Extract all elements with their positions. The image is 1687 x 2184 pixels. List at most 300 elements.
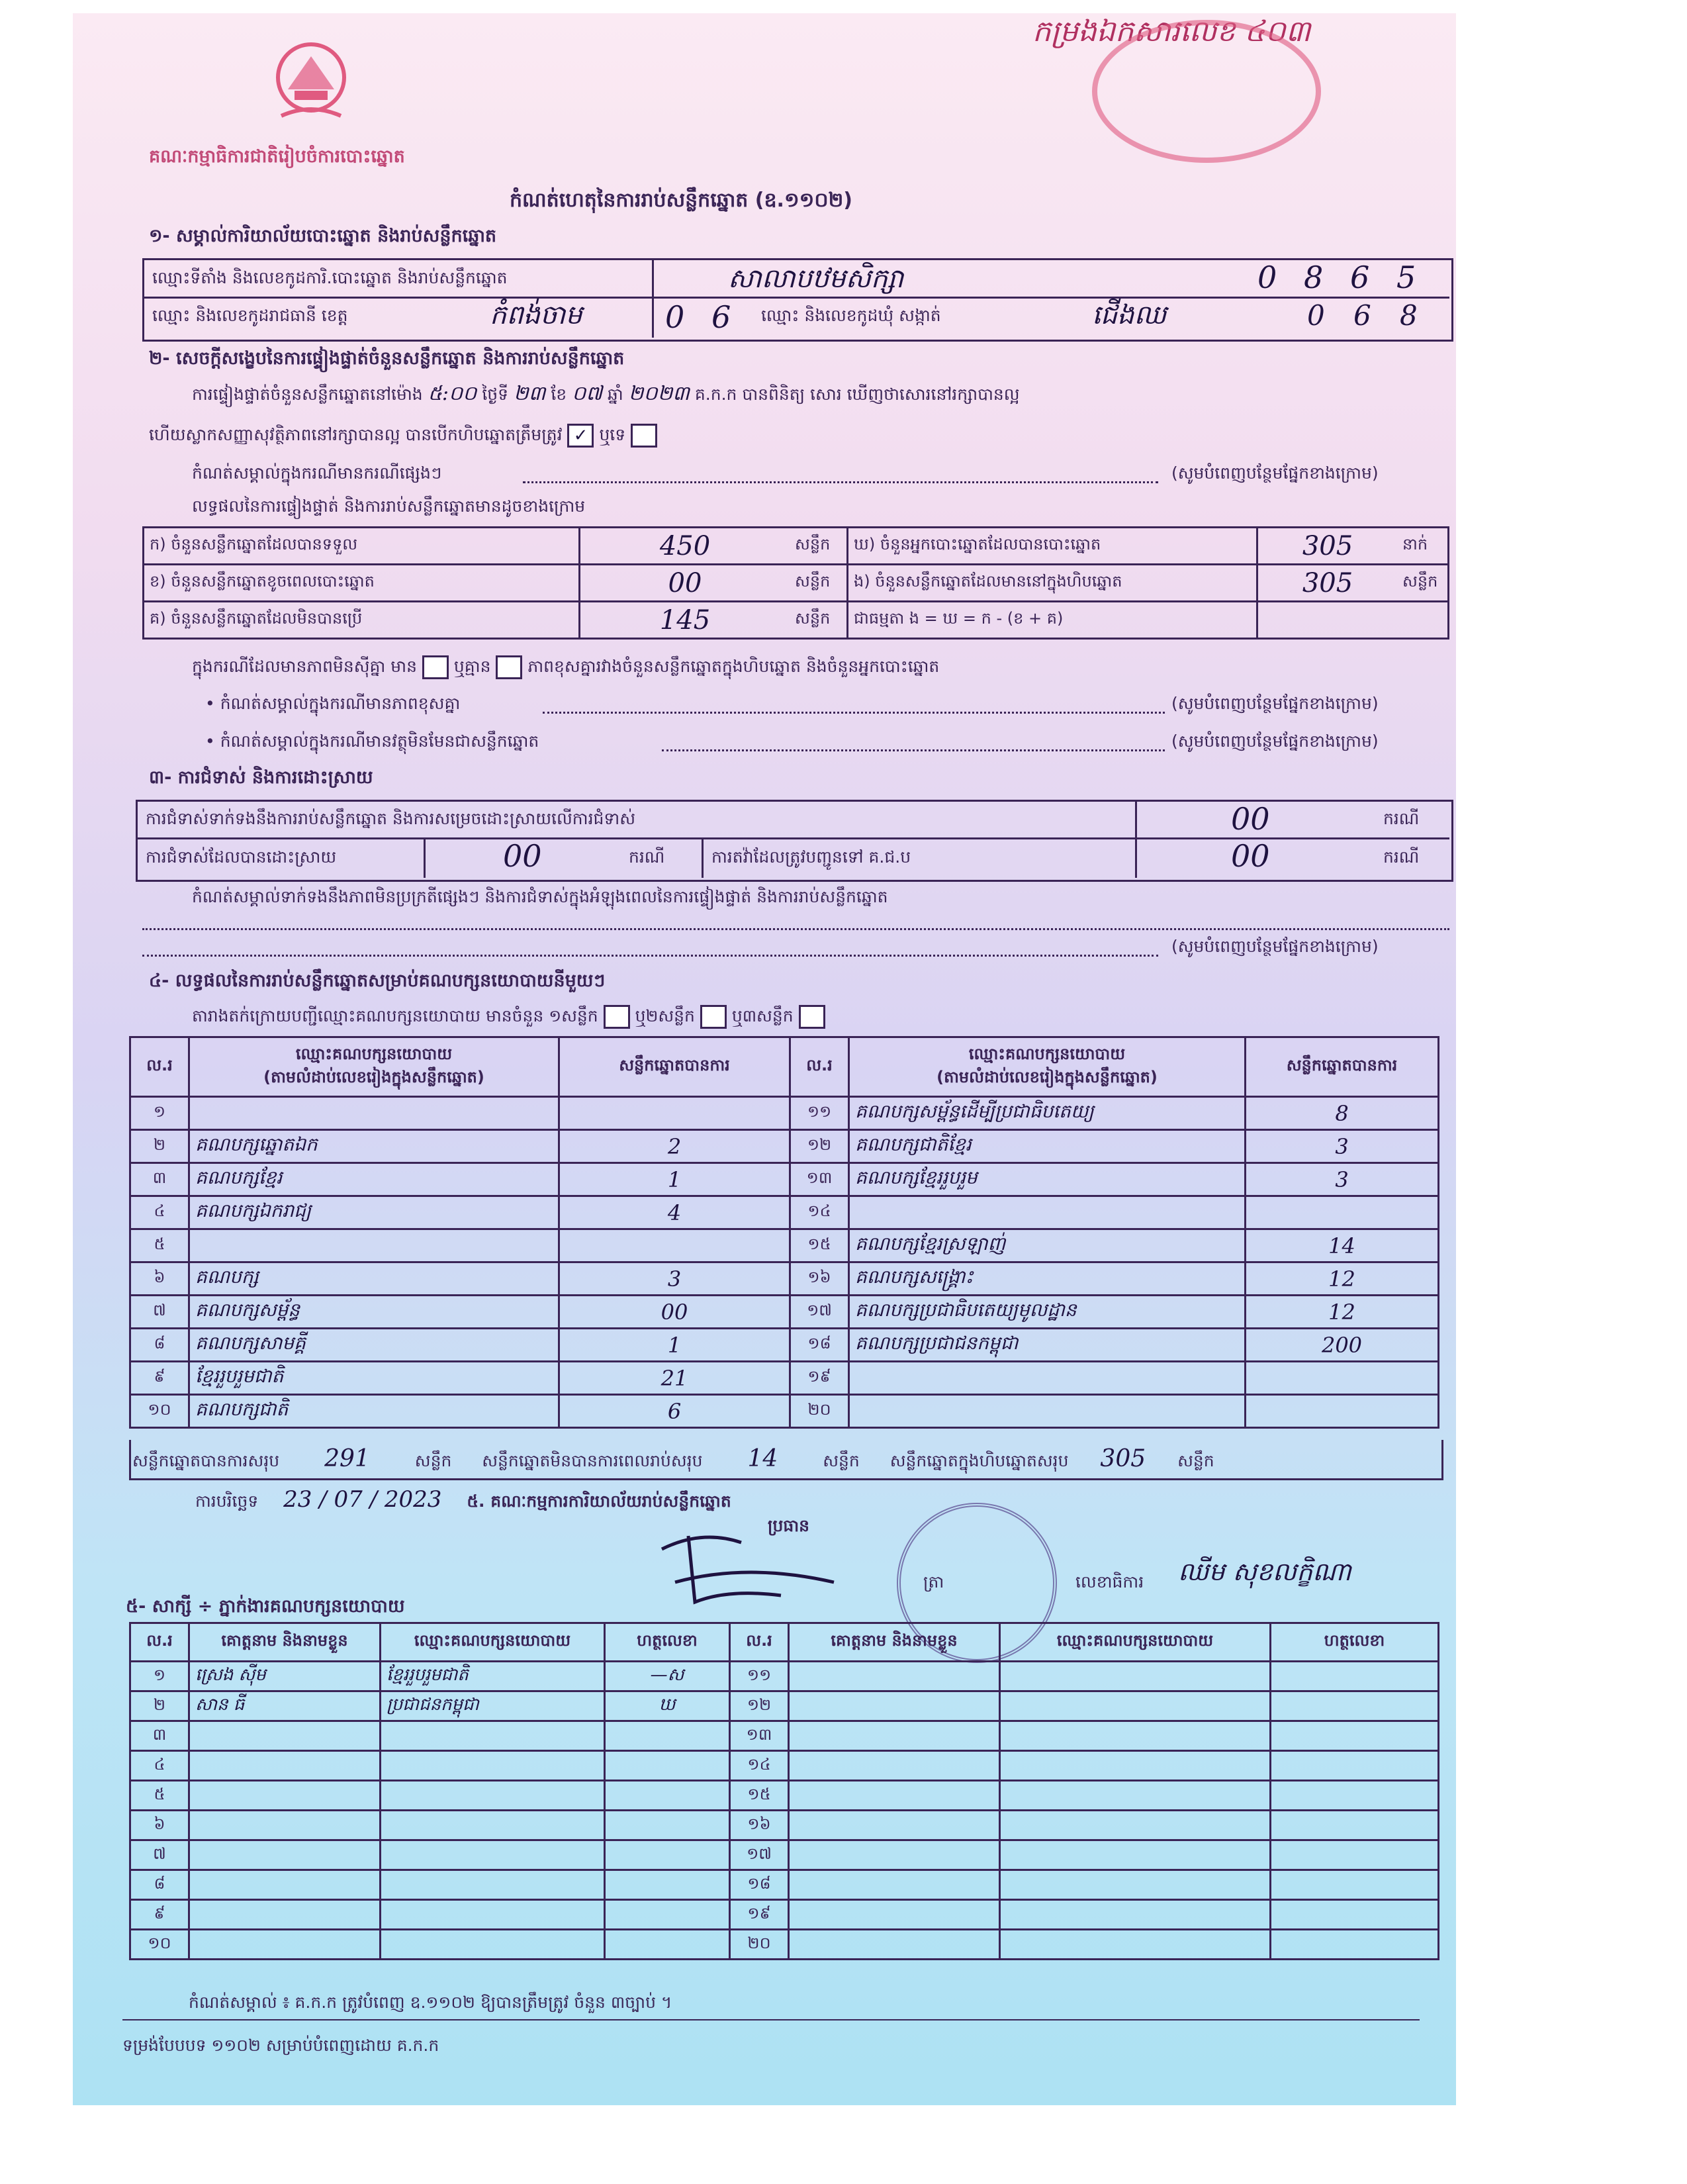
party-name: គណបក្សសាមគ្គី [189, 1329, 559, 1362]
witness-sign [1271, 1691, 1439, 1721]
section3-line-2[interactable] [142, 953, 1158, 957]
witness-sign: —ស [605, 1662, 730, 1691]
row-no: ១៥ [790, 1229, 849, 1262]
table-row [130, 1840, 1439, 1870]
diff-no-checkbox[interactable] [496, 655, 522, 679]
row-no: ១៦ [790, 1262, 849, 1296]
no-checkbox[interactable] [631, 424, 657, 448]
witness-party [1000, 1662, 1271, 1691]
witness-sign [1271, 1721, 1439, 1751]
party-votes: 200 [1246, 1329, 1439, 1362]
witness-sign [605, 1930, 730, 1960]
total-valid-value: 291 [324, 1445, 370, 1472]
party-votes: 3 [559, 1262, 790, 1296]
date-row [195, 1486, 731, 1515]
section4-heading: ៤- លទ្ធផលនៃការរាប់សន្លឹកឆ្នោតសម្រាប់គណបក្សនយោបាយនីមួយៗ [149, 971, 606, 991]
party-votes: 6 [559, 1395, 790, 1428]
w-col-name: គោត្តនាម និងនាមខ្លួន [189, 1623, 381, 1662]
w-col-party: ឈ្មោះគណបក្សនយោបាយ [381, 1623, 605, 1662]
sheet3-checkbox[interactable] [799, 1005, 825, 1029]
row-no: ៧ [130, 1296, 189, 1329]
party-name: គណបក្សសម្ព័ន្ធដើម្បីប្រជាធិបតេយ្យ [849, 1097, 1246, 1130]
org-name: គណៈកម្មាធិការជាតិរៀបចំការបោះឆ្នោត [149, 146, 405, 167]
col-no-right: ល.រ [790, 1037, 849, 1097]
party-name [189, 1097, 559, 1130]
row-no: ១១ [730, 1662, 789, 1691]
divider [702, 837, 704, 878]
witness-party [381, 1870, 605, 1900]
province-value: កំពង់ចាម [490, 300, 582, 330]
verify-paragraph [192, 381, 1020, 410]
results-row [144, 565, 1449, 602]
witness-party [381, 1781, 605, 1811]
results-right-label: ង) ចំនួនសន្លឹកឆ្នោតដែលមាននៅក្នុងហិបឆ្នោត [848, 565, 1257, 602]
commune-code-1: 0 [1307, 299, 1325, 332]
chair-signature-icon [649, 1523, 847, 1615]
sheet2-checkbox[interactable] [700, 1005, 727, 1029]
row-no: ១៨ [730, 1870, 789, 1900]
col-no-left: ល.រ [130, 1037, 189, 1097]
witness-party: ប្រជាជនកម្ពុជា [381, 1691, 605, 1721]
party-name: គណបក្ស [189, 1262, 559, 1296]
results-right-unit: សន្លឹក [1397, 565, 1449, 602]
commune-code-2: 6 [1353, 299, 1371, 332]
witness-name [189, 1781, 381, 1811]
results-left-unit: សន្លឹក [790, 528, 848, 565]
section5-heading: ៥- សាក្សី ÷ ភ្នាក់ងារគណបក្សនយោបាយ [126, 1596, 405, 1617]
party-votes: 21 [559, 1362, 790, 1395]
party-votes: 4 [559, 1196, 790, 1229]
row-no: ១ [130, 1662, 189, 1691]
party-name [849, 1196, 1246, 1229]
col-party-left [189, 1037, 559, 1097]
divider [1135, 800, 1137, 878]
witness-name [189, 1840, 381, 1870]
yes-checkbox[interactable]: ✓ [567, 424, 594, 448]
row-no: ១៤ [790, 1196, 849, 1229]
witness-party [381, 1900, 605, 1930]
results-right-value: 305 [1257, 528, 1398, 565]
row-no: ២ [130, 1691, 189, 1721]
w-col-sign: ហត្ថលេខា [605, 1623, 730, 1662]
witness-party [1000, 1900, 1271, 1930]
party-votes: 00 [559, 1296, 790, 1329]
section2-heading: ២- សេចក្តីសង្ខេបនៃការផ្ទៀងផ្ទាត់ចំនួនសន្លឹកឆ្នោត និងការរាប់សន្លឹកឆ្នោត [149, 348, 625, 369]
col-party-sub: (តាមលំដាប់លេខរៀងក្នុងសន្លឹកឆ្នោត) [263, 1067, 484, 1086]
subline-opt3: ឬ៣សន្លឹក [731, 1006, 794, 1025]
row-no: ១៦ [730, 1811, 789, 1840]
party-name: គណបក្សឯករាជ្យ [189, 1196, 559, 1229]
results-right-unit: នាក់ [1397, 528, 1449, 565]
table-row [130, 1130, 1439, 1163]
witness-party [381, 1930, 605, 1960]
witness-name [189, 1870, 381, 1900]
results-right-label: ឃ) ចំនួនអ្នកបោះឆ្នោតដែលបានបោះឆ្នោត [848, 528, 1257, 565]
party-name: គណបក្សប្រជាធិបតេយ្យមូលដ្ឋាន [849, 1296, 1246, 1329]
diff-text-2: ឬគ្មាន [453, 657, 491, 676]
col-party-title: ឈ្មោះគណបក្សនយោបាយ [295, 1044, 453, 1063]
col-party-sub: (តាមលំដាប់លេខរៀងក្នុងសន្លឹកឆ្នោត) [936, 1067, 1158, 1086]
diff-text: ក្នុងករណីដែលមានភាពមិនស៊ីគ្នា មាន [192, 657, 417, 676]
total-valid-label: សន្លឹកឆ្នោតបានការសរុប [132, 1451, 280, 1470]
total-box-unit: សន្លឹក [1177, 1451, 1214, 1470]
witness-sign [605, 1751, 730, 1781]
commune-code-3: 8 [1400, 299, 1418, 332]
row-no: ៨ [130, 1870, 189, 1900]
section3-fill-note: (សូមបំពេញបន្ថែមផ្នែកខាងក្រោម) [1171, 937, 1379, 956]
table-row [130, 1362, 1439, 1395]
party-votes [1246, 1362, 1439, 1395]
results-right-value [1257, 602, 1398, 639]
resolved-label: ការជំទាស់ដែលបានដោះស្រាយ [146, 847, 337, 867]
seal-label: ត្រា [923, 1572, 944, 1591]
party-name: គណបក្សឆ្នោតឯក [189, 1130, 559, 1163]
row-no: ១ [130, 1097, 189, 1130]
w-col-no-r: ល.រ [730, 1623, 789, 1662]
appeal-unit: ករណី [1383, 847, 1420, 867]
party-votes: 12 [1246, 1262, 1439, 1296]
witness-party [1000, 1751, 1271, 1781]
party-name [189, 1229, 559, 1262]
bullet-line-2[interactable] [662, 748, 1165, 751]
diff-line [192, 655, 939, 681]
divider [122, 2019, 1420, 2020]
witness-name [789, 1900, 1000, 1930]
party-votes [1246, 1395, 1439, 1428]
party-votes [559, 1229, 790, 1262]
party-votes: 2 [559, 1130, 790, 1163]
witness-name [789, 1751, 1000, 1781]
w-col-sign-r: ហត្ថលេខា [1271, 1623, 1439, 1662]
row-no: ១៧ [730, 1840, 789, 1870]
results-row [144, 528, 1449, 565]
section1-heading: ១- សម្គាល់ការិយាល័យបោះឆ្នោត និងរាប់សន្លឹកឆ្នោត [149, 226, 497, 246]
table-row [130, 1751, 1439, 1781]
party-votes: 8 [1246, 1097, 1439, 1130]
party-votes [559, 1097, 790, 1130]
total-invalid-label: សន្លឹកឆ្នោតមិនបានការពេលរាប់សរុប [482, 1451, 703, 1470]
row-no: ៦ [130, 1811, 189, 1840]
row-no: ៩ [130, 1900, 189, 1930]
row-no: ២០ [730, 1930, 789, 1960]
party-name: ខ្មែររួបរួមជាតិ [189, 1362, 559, 1395]
row-no: ៥ [130, 1229, 189, 1262]
note-line[interactable] [523, 480, 1158, 483]
results-left-value: 00 [580, 565, 790, 602]
results-left-label: គ) ចំនួនសន្លឹកឆ្នោតដែលមិនបានប្រើ [144, 602, 580, 639]
resolved-value: 00 [503, 838, 542, 874]
results-left-unit: សន្លឹក [790, 565, 848, 602]
row-no: ៤ [130, 1196, 189, 1229]
witness-name [789, 1662, 1000, 1691]
witness-name [789, 1870, 1000, 1900]
date-value: 23 / 07 / 2023 [283, 1486, 442, 1513]
resolved-unit: ករណី [629, 847, 665, 867]
witness-party [381, 1840, 605, 1870]
table-row [130, 1395, 1439, 1428]
verify-day: ២៣ [514, 382, 546, 405]
party-name: គណបក្សជាតិ [189, 1395, 559, 1428]
no-label: ឬទេ [599, 425, 626, 444]
table-row [130, 1329, 1439, 1362]
sheet1-checkbox[interactable] [604, 1005, 630, 1029]
party-votes [1246, 1196, 1439, 1229]
party-name: គណបក្សជាតិខ្មែរ [849, 1130, 1246, 1163]
party-name: គណបក្សសម្ព័ន្ធ [189, 1296, 559, 1329]
section3-line-1[interactable] [142, 927, 1449, 930]
row-no: ២ [130, 1130, 189, 1163]
results-left-label: ខ) ចំនួនសន្លឹកឆ្នោតខូចពេលបោះឆ្នោត [144, 565, 580, 602]
verify-text-a: ការផ្ទៀងផ្ទាត់ចំនួនសន្លឹកឆ្នោតនៅម៉ោង [192, 385, 423, 404]
red-seal-stamp-icon [1092, 20, 1321, 163]
witness-name [789, 1930, 1000, 1960]
commune-label: ឈ្មោះ និងលេខកូដឃុំ សង្កាត់ [761, 306, 941, 325]
verify-paragraph-2 [149, 424, 657, 449]
chair-label: ប្រធាន [768, 1516, 809, 1535]
w-col-name-r: គោត្តនាម និងនាមខ្លួន [789, 1623, 1000, 1662]
verify-text-2: ហើយស្លាកសញ្ញាសុវត្ថិភាពនៅរក្សាបានល្អ បានបើកហិបឆ្នោតត្រឹមត្រូវ [149, 425, 563, 444]
witness-party [1000, 1930, 1271, 1960]
witness-sign [605, 1811, 730, 1840]
party-votes: 3 [1246, 1130, 1439, 1163]
table-row [130, 1229, 1439, 1262]
row-no: ៧ [130, 1840, 189, 1870]
committee-label: ៥. គណៈកម្មការការិយាល័យរាប់សន្លឹកឆ្នោត [467, 1492, 731, 1511]
divider [652, 258, 654, 338]
national-emblem-icon [268, 36, 354, 129]
objection-label: ការជំទាស់ទាក់ទងនឹងការរាប់សន្លឹកឆ្នោត និងការសម្រេចដោះស្រាយលើការជំទាស់ [146, 809, 636, 828]
witness-sign [1271, 1662, 1439, 1691]
form-footer: ទម្រង់បែបបទ ១១០២ សម្រាប់បំពេញដោយ គ.ក.ក [122, 2036, 439, 2055]
col-party-title: ឈ្មោះគណបក្សនយោបាយ [968, 1044, 1126, 1063]
witness-party [1000, 1781, 1271, 1811]
witness-sign [605, 1900, 730, 1930]
witness-sign [605, 1721, 730, 1751]
bullet-note-1: • កំណត់សម្គាល់ក្នុងករណីមានភាពខុសគ្នា [205, 694, 461, 713]
witness-sign [1271, 1751, 1439, 1781]
row-no: ១២ [730, 1691, 789, 1721]
witness-party [381, 1811, 605, 1840]
table-row [130, 1262, 1439, 1296]
witness-sign [1271, 1900, 1439, 1930]
party-votes: 3 [1246, 1163, 1439, 1196]
results-intro: លទ្ធផលនៃការផ្ទៀងផ្ទាត់ និងការរាប់សន្លឹកឆ្នោតមានដូចខាងក្រោម [192, 497, 586, 516]
row-no: ៨ [130, 1329, 189, 1362]
verify-text-e: គ.ក.ក បានពិនិត្យ សោរ ឃើញថាសោរនៅរក្សាបានល្អ [694, 385, 1020, 404]
witness-sign [1271, 1840, 1439, 1870]
table-row [130, 1296, 1439, 1329]
verify-month: ០៧ [572, 382, 602, 405]
witness-name [189, 1900, 381, 1930]
fill-note-b2: (សូមបំពេញបន្ថែមផ្នែកខាងក្រោម) [1171, 732, 1379, 751]
verify-text-c: ខែ [551, 385, 567, 404]
row-no: ១១ [790, 1097, 849, 1130]
witness-name: ស្រេង ស៊ីម [189, 1662, 381, 1691]
col-votes-right: សន្លឹកឆ្នោតបានការ [1246, 1037, 1439, 1097]
results-left-unit: សន្លឹក [790, 602, 848, 639]
witness-sign [1271, 1811, 1439, 1840]
witness-name [789, 1781, 1000, 1811]
witness-table [129, 1622, 1439, 1960]
row-no: ១០ [130, 1395, 189, 1428]
section3-heading: ៣- ការជំទាស់ និងការដោះស្រាយ [149, 767, 373, 788]
results-right-unit [1397, 602, 1449, 639]
secretary-signature: ឈីម សុខលក្ខិណា [1178, 1557, 1351, 1586]
row-no: ១៩ [790, 1362, 849, 1395]
objection-value: 00 [1231, 801, 1270, 837]
party-name: គណបក្សខ្មែរស្រឡាញ់ [849, 1229, 1246, 1262]
row-no: ១៧ [790, 1296, 849, 1329]
party-name [849, 1395, 1246, 1428]
row-no: ១៣ [790, 1163, 849, 1196]
row-no: ១៣ [730, 1721, 789, 1751]
table-row [130, 1691, 1439, 1721]
table-row [130, 1196, 1439, 1229]
verify-time: ៥:០០ [428, 382, 477, 405]
row-no: ១៨ [790, 1329, 849, 1362]
row-no: ៥ [130, 1781, 189, 1811]
witness-name [189, 1751, 381, 1781]
objection-unit: ករណី [1383, 809, 1420, 828]
location-code-1: 0 [1257, 260, 1277, 295]
bullet-note-2: • កំណត់សម្គាល់ក្នុងករណីមានវត្ថុមិនមែនជាសន្លឹកឆ្នោត [205, 732, 539, 751]
witness-party [1000, 1870, 1271, 1900]
results-left-value: 450 [580, 528, 790, 565]
witness-name [789, 1840, 1000, 1870]
col-party-right [849, 1037, 1246, 1097]
table-row [130, 1930, 1439, 1960]
col-votes-left: សន្លឹកឆ្នោតបានការ [559, 1037, 790, 1097]
witness-sign: ឃ [605, 1691, 730, 1721]
total-box-value: 305 [1100, 1445, 1146, 1472]
verify-text-b: ថ្ងៃទី [482, 385, 509, 404]
row-no: ៩ [130, 1362, 189, 1395]
row-no: ៣ [130, 1721, 189, 1751]
date-label: ការបរិច្ឆេទ [195, 1492, 259, 1511]
bullet-line-1[interactable] [543, 710, 1165, 714]
table-row [130, 1870, 1439, 1900]
appeal-value: 00 [1231, 838, 1270, 874]
table-row [130, 1900, 1439, 1930]
fill-note-b1: (សូមបំពេញបន្ថែមផ្នែកខាងក្រោម) [1171, 694, 1379, 713]
row-no: ៤ [130, 1751, 189, 1781]
totals-box [129, 1440, 1443, 1480]
table-row [130, 1781, 1439, 1811]
province-code-2: 6 [711, 299, 731, 335]
total-invalid-value: 14 [747, 1445, 778, 1472]
w-col-party-r: ឈ្មោះគណបក្សនយោបាយ [1000, 1623, 1271, 1662]
witness-name: សាន ធី [189, 1691, 381, 1721]
verify-text-d: ឆ្នាំ [607, 385, 623, 404]
witness-name [189, 1930, 381, 1960]
results-left-label: ក) ចំនួនសន្លឹកឆ្នោតដែលបានទទួល [144, 528, 580, 565]
commune-value: ជើងឈ [1092, 300, 1167, 330]
table-row [130, 1097, 1439, 1130]
diff-yes-checkbox[interactable] [422, 655, 449, 679]
location-code-2: 8 [1304, 260, 1324, 295]
party-name: គណបក្សសង្គ្រោះ [849, 1262, 1246, 1296]
witness-party [381, 1721, 605, 1751]
party-name: គណបក្សខ្មែរ [189, 1163, 559, 1196]
table-row [130, 1163, 1439, 1196]
party-name [849, 1362, 1246, 1395]
witness-sign [605, 1781, 730, 1811]
subline-opt2: ឬ២សន្លឹក [635, 1006, 695, 1025]
section3-note: កំណត់សម្គាល់ទាក់ទងនឹងភាពមិនប្រក្រតីផ្សេងៗ និងការជំទាស់ក្នុងអំឡុងពេលនៃការផ្ទៀងផ្ទាត់ និងការរាប់សន្លឹកឆ្នោត [192, 887, 888, 906]
witness-party [1000, 1811, 1271, 1840]
witness-party: ខ្មែររួបរួមជាតិ [381, 1662, 605, 1691]
witness-name [789, 1691, 1000, 1721]
row-no: ១៥ [730, 1781, 789, 1811]
results-left-value: 145 [580, 602, 790, 639]
total-box-label: សន្លឹកឆ្នោតក្នុងហិបឆ្នោតសរុប [889, 1451, 1069, 1470]
results-right-value: 305 [1257, 565, 1398, 602]
results-table [142, 526, 1449, 640]
witness-party [1000, 1721, 1271, 1751]
party-votes: 14 [1246, 1229, 1439, 1262]
results-row [144, 602, 1449, 639]
witness-party [1000, 1840, 1271, 1870]
results-right-label: ជាធម្មតា ង = ឃ = ក - (ខ + គ) [848, 602, 1257, 639]
row-no: ១០ [130, 1930, 189, 1960]
row-no: ១៩ [730, 1900, 789, 1930]
total-valid-unit: សន្លឹក [414, 1451, 452, 1470]
witness-party [381, 1751, 605, 1781]
witness-sign [1271, 1781, 1439, 1811]
w-col-no: ល.រ [130, 1623, 189, 1662]
province-code-1: 0 [665, 299, 685, 335]
subline-text: តារាងតក់ក្រោយបញ្ជីឈ្មោះគណបក្សនយោបាយ មានចំនួន ១សន្លឹក [192, 1006, 598, 1025]
location-label: ឈ្មោះទីតាំង និងលេខកូដការិ.បោះឆ្នោត និងរាប់សន្លឹកឆ្នោត [152, 268, 508, 287]
row-no: ១២ [790, 1130, 849, 1163]
province-label: ឈ្មោះ និងលេខកូដរាជធានី ខេត្ត [152, 306, 348, 325]
footnote: កំណត់សម្គាល់ ៖ គ.ក.ក ត្រូវបំពេញ ឧ.១១០២ ឱ្យបានត្រឹមត្រូវ ចំនួន ៣ច្បាប់ ។ [189, 1993, 672, 2012]
party-votes: 1 [559, 1163, 790, 1196]
appeal-label: ការតវ៉ាដែលត្រូវបញ្ជូនទៅ គ.ជ.ប [711, 847, 911, 867]
location-value: សាលាបឋមសិក្សា [728, 263, 904, 294]
row-no: ៣ [130, 1163, 189, 1196]
witness-party [1000, 1691, 1271, 1721]
location-code-4: 5 [1396, 260, 1416, 295]
row-no: ១៤ [730, 1751, 789, 1781]
witness-sign [605, 1840, 730, 1870]
verify-year: ២០២៣ [628, 382, 690, 405]
witness-sign [1271, 1870, 1439, 1900]
note-label: កំណត់សម្គាល់ក្នុងករណីមានករណីផ្សេងៗ [192, 463, 442, 483]
witness-name [189, 1721, 381, 1751]
witness-sign [1271, 1930, 1439, 1960]
divider [424, 837, 426, 878]
location-code-3: 6 [1350, 260, 1370, 295]
party-votes: 1 [559, 1329, 790, 1362]
fill-note: (សូមបំពេញបន្ថែមផ្នែកខាងក្រោម) [1171, 463, 1379, 483]
total-invalid-unit: សន្លឹក [823, 1451, 860, 1470]
form-title: កំណត់ហេតុនៃការរាប់សន្លឹកឆ្នោត (ឧ.១១០២) [510, 189, 853, 212]
party-name: គណបក្សខ្មែររួបរួម [849, 1163, 1246, 1196]
witness-sign [605, 1870, 730, 1900]
witness-name [189, 1811, 381, 1840]
top-right-note: កម្រងឯកសារលេខ ៤០៣ [1032, 15, 1311, 48]
table-row [130, 1662, 1439, 1691]
section4-subline [192, 1005, 825, 1030]
witness-name [789, 1811, 1000, 1840]
table-row [130, 1811, 1439, 1840]
secretary-label: លេខាធិការ [1075, 1572, 1144, 1591]
witness-name [789, 1721, 1000, 1751]
party-name: គណបក្សប្រជាជនកម្ពុជា [849, 1329, 1246, 1362]
party-votes: 12 [1246, 1296, 1439, 1329]
party-results-table [129, 1036, 1439, 1429]
